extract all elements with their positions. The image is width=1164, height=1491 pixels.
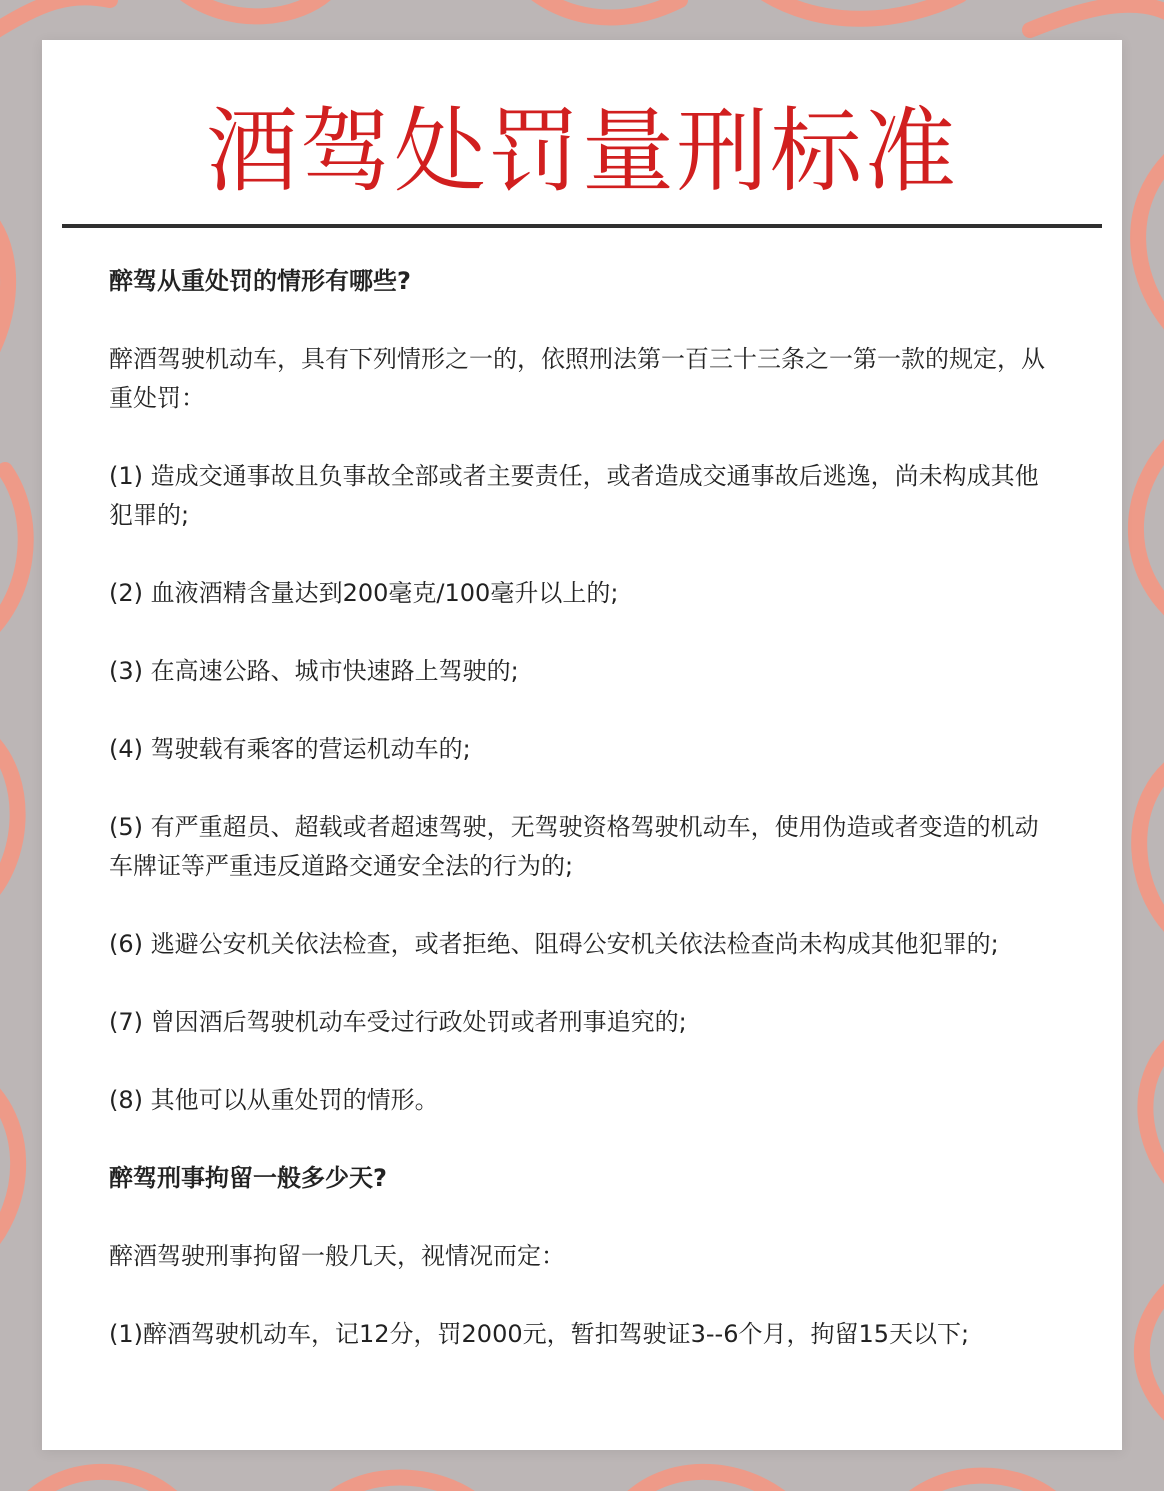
list-item: (3) 在高速公路、城市快速路上驾驶的;	[109, 657, 519, 685]
list-item: (8) 其他可以从重处罚的情形。	[109, 1086, 439, 1114]
section-heading: 醉驾从重处罚的情形有哪些?	[109, 267, 411, 295]
list-item: (5) 有严重超员、超载或者超速驾驶，无驾驶资格驾驶机动车，使用伪造或者变造的机动车牌证等严重违反道路交通安全法的行为的;	[109, 813, 1039, 880]
list-item: (2) 血液酒精含量达到200毫克/100毫升以上的;	[109, 579, 619, 607]
article-body	[109, 262, 1059, 1393]
section-heading: 醉驾刑事拘留一般多少天?	[109, 1164, 387, 1192]
title-divider	[62, 224, 1102, 228]
paragraph: 醉酒驾驶刑事拘留一般几天，视情况而定：	[109, 1242, 565, 1270]
list-item: (1)醉酒驾驶机动车，记12分，罚2000元，暂扣驾驶证3--6个月，拘留15天以下;	[109, 1320, 970, 1348]
page-title: 酒驾处罚量刑标准	[205, 98, 958, 205]
list-item: (6) 逃避公安机关依法检查，或者拒绝、阻碍公安机关依法检查尚未构成其他犯罪的;	[109, 930, 999, 958]
list-item: (7) 曾因酒后驾驶机动车受过行政处罚或者刑事追究的;	[109, 1008, 687, 1036]
list-item: (1) 造成交通事故且负事故全部或者主要责任，或者造成交通事故后逃逸，尚未构成其他犯罪的;	[109, 462, 1039, 529]
content-card	[42, 40, 1122, 1450]
paragraph: 醉酒驾驶机动车，具有下列情形之一的，依照刑法第一百三十三条之一第一款的规定，从重处罚：	[109, 345, 1045, 412]
list-item: (4) 驾驶载有乘客的营运机动车的;	[109, 735, 471, 763]
